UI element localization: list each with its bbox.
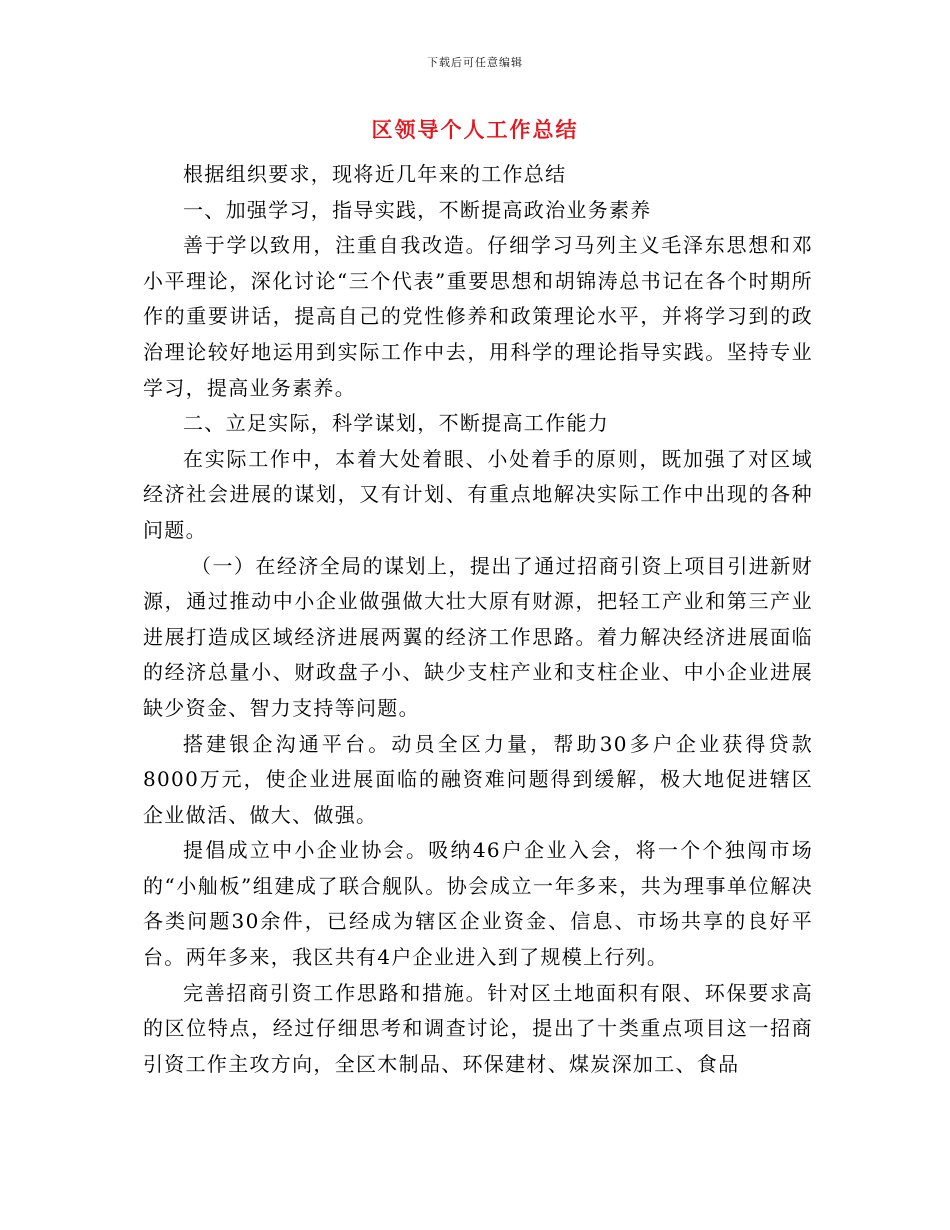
body-paragraph: 完善招商引资工作思路和措施。针对区土地面积有限、环保要求高的区位特点，经过仔细思考和调查讨论，提出了十类重点项目这一招商引资工作主攻方向，全区木制品、环保建材、煤炭深加工、食品 xyxy=(143,980,813,1076)
section-heading-2: 二、立足实际，科学谋划，不断提高工作能力 xyxy=(183,411,609,436)
document-body xyxy=(143,157,813,1082)
document-title: 区领导个人工作总结 xyxy=(371,117,579,142)
body-paragraph: 搭建银企沟通平台。动员全区力量，帮助30多户企业获得贷款8000万元，使企业进展面临的融资难问题得到缓解，极大地促进辖区企业做活、做大、做强。 xyxy=(143,731,813,827)
subsection-paragraph: （一）在经济全局的谋划上，提出了通过招商引资上项目引进新财源，通过推动中小企业做强做大壮大原有财源，把轻工产业和第三产业进展打造成区域经济进展两翼的经济工作思路。着力解决经济进展面临的经济总量小、财政盘子小、缺少支柱产业和支柱企业、中小企业进展缺少资金、智力支持等问题。 xyxy=(143,553,813,720)
section-heading-1: 一、加强学习，指导实践，不断提高政治业务素养 xyxy=(183,197,652,222)
body-paragraph: 在实际工作中，本着大处着眼、小处着手的原则，既加强了对区域经济社会进展的谋划，又有计划、有重点地解决实际工作中出现的各种问题。 xyxy=(143,446,813,542)
body-paragraph: 提倡成立中小企业协会。吸纳46户企业入会，将一个个独闯市场的“小舢板”组建成了联合舰队。协会成立一年多来，共为理事单位解决各类问题30余件，已经成为辖区企业资金、信息、市场共享的良好平台。两年多来，我区共有4户企业进入到了规模上行列。 xyxy=(143,838,813,970)
body-paragraph: 善于学以致用，注重自我改造。仔细学习马列主义毛泽东思想和邓小平理论，深化讨论“三个代表”重要思想和胡锦涛总书记在各个时期所作的重要讲话，提高自己的党性修养和政策理论水平，并将学习到的政治理论较好地运用到实际工作中去，用科学的理论指导实践。坚持专业学习，提高业务素养。 xyxy=(143,233,813,400)
header-note: 下载后可任意编辑 xyxy=(427,56,523,69)
intro-paragraph: 根据组织要求，现将近几年来的工作总结 xyxy=(183,162,567,186)
